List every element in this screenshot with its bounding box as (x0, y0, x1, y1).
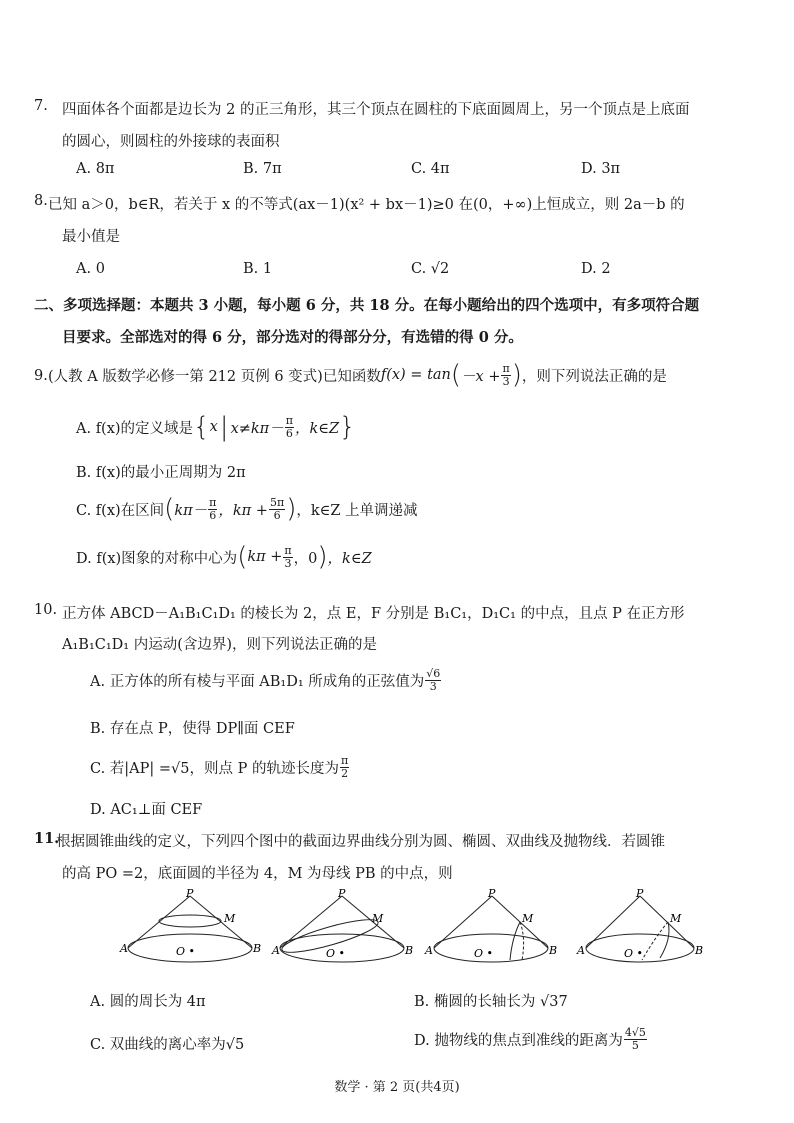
q9-option-c-label: C. f(x)在区间 (76, 502, 165, 519)
fig2-label-o: O • (326, 947, 346, 960)
q8-option-a: A. 0 (76, 261, 105, 277)
q11-option-a: A. 圆的周长为 4π (90, 994, 206, 1010)
fig3-label-p: P (488, 887, 496, 900)
q9-option-a (76, 414, 356, 440)
q9-c-paren-left: ( (164, 494, 175, 524)
fig1-label-p: P (186, 887, 194, 900)
fig2-label-b: B (405, 944, 414, 957)
fig4-label-m: M (670, 912, 682, 925)
q7-option-b: B. 7π (243, 161, 282, 177)
q9-d-paren-right: ) (317, 542, 328, 572)
q9-set-cond: x≠kπ－ (230, 420, 284, 437)
q9-option-b: B. f(x)的最小正周期为 2π (76, 465, 246, 481)
q8-option-b: B. 1 (243, 261, 273, 277)
q9-d-y: ，0 (293, 550, 318, 567)
q10-stem-line1: 正方体 ABCD－A₁B₁C₁D₁ 的棱长为 2，点 E，F 分别是 B₁C₁，D₁C₁ 的中点，且点 P 在正方形 (62, 606, 685, 622)
q9-set-tail: ，k∈Z (294, 420, 340, 437)
fig4-label-b: B (695, 944, 704, 957)
q9-option-c (76, 496, 418, 522)
q9-d-tail: ，k∈Z (327, 550, 372, 567)
q9-c-left-bound: kπ－ (174, 502, 208, 519)
q9-frac-pi3: $\frac{\pi}{3}$ (502, 361, 510, 388)
q7-option-a: A. 8π (76, 161, 115, 177)
q9-option-d-label: D. f(x)图象的对称中心为 (76, 550, 238, 567)
cone-figure-ellipse (272, 888, 412, 970)
q9-stem (48, 362, 667, 388)
q9-stem-tail: ，则下列说法正确的是 (521, 368, 667, 385)
fig1-label-o: O • (176, 945, 196, 958)
q9-c-right-bound: ，kπ + (218, 502, 268, 519)
q9-brace-left: { (193, 412, 210, 442)
cone-figure-hyperbola (424, 888, 564, 970)
q8-stem-line2: 最小值是 (62, 229, 120, 245)
section2-heading-line2: 目要求。全部选对的得 6 分，部分选对的得部分分，有选错的得 0 分。 (62, 329, 523, 346)
q10-frac-sqrt6-3: $\frac{√6}{3}$ (426, 667, 441, 693)
q10-frac-pi2: $\frac{\pi}{2}$ (341, 754, 349, 780)
q10-option-a-label: A. 正方体的所有棱与平面 AB₁D₁ 所成角的正弦值为 (90, 673, 425, 690)
fig2-label-a: A (272, 944, 280, 957)
q9-d-x: kπ + (247, 549, 283, 565)
q11-frac-4sqrt5-5: $\frac{4√5}{5}$ (624, 1026, 646, 1052)
fig2-label-m: M (372, 912, 384, 925)
q9-option-d (76, 544, 372, 570)
q10-option-a (90, 668, 442, 692)
fig3-label-o: O • (474, 947, 494, 960)
q11-option-d-label: D. 抛物线的焦点到准线的距离为 (414, 1032, 623, 1049)
q9-c-paren-right: ) (286, 494, 297, 524)
q11-number: 11. (34, 830, 60, 847)
q10-option-b: B. 存在点 P，使得 DP∥面 CEF (90, 721, 295, 737)
fig3-label-m: M (522, 912, 534, 925)
q9-frac-pi6: $\frac{\pi}{6}$ (285, 413, 293, 440)
q9-option-a-label: A. f(x)的定义域是 (76, 420, 194, 437)
q10-option-c (90, 755, 350, 779)
q9-c-frac-5pi6: $\frac{5\pi}{6}$ (269, 495, 285, 522)
q7-stem-line1: 四面体各个面都是边长为 2 的正三角形，其三个顶点在圆柱的下底面圆周上，另一个顶点是上底面 (62, 102, 690, 118)
q7-stem-line2: 的圆心，则圆柱的外接球的表面积 (62, 134, 280, 150)
q8-stem-line1: 已知 a＞0，b∈R，若关于 x 的不等式(ax－1)(x² + bx－1)≥0 在(0，+∞)上恒成立，则 2a－b 的 (48, 197, 685, 213)
q9-set-bar: | (219, 412, 229, 442)
q7-number: 7. (34, 98, 48, 114)
page-footer: 数学 · 第 2 页(共4页) (334, 1080, 460, 1095)
q9-paren-right: ) (511, 360, 522, 390)
q11-option-c: C. 双曲线的离心率为√5 (90, 1037, 245, 1053)
fig1-label-a: A (120, 942, 128, 955)
q9-function: f(x) = tan (380, 367, 451, 383)
q9-number: 9. (34, 368, 48, 384)
q8-option-c: C. √2 (411, 261, 450, 277)
q9-set-var: x (209, 419, 218, 435)
q10-stem-line2: A₁B₁C₁D₁ 内运动(含边界)，则下列说法正确的是 (62, 637, 378, 653)
q9-c-tail: ，k∈Z 上单调递减 (296, 502, 418, 519)
section2-heading-line1: 二、多项选择题：本题共 3 小题，每小题 6 分，共 18 分。在每小题给出的四个选项中，有多项符合题 (34, 297, 700, 314)
q9-d-paren-left: ( (237, 542, 248, 572)
fig1-label-b: B (253, 942, 262, 955)
q11-stem-line2: 的高 PO =2，底面圆的半径为 4，M 为母线 PB 的中点，则 (62, 866, 453, 882)
cone-figure-parabola (576, 888, 716, 970)
fig4-label-a: A (577, 944, 585, 957)
q11-option-d (414, 1027, 648, 1051)
fig2-label-p: P (338, 887, 346, 900)
q11-stem-line1: 根据圆锥曲线的定义，下列四个图中的截面边界曲线分别为圆、椭圆、双曲线及抛物线．若圆锥 (56, 834, 665, 850)
q7-option-c: C. 4π (411, 161, 450, 177)
q9-d-frac-pi3: $\frac{\pi}{3}$ (284, 543, 292, 570)
q7-option-d: D. 3π (581, 161, 621, 177)
q10-option-c-label: C. 若|AP| =√5，则点 P 的轨迹长度为 (90, 760, 339, 777)
q9-brace-right: } (339, 412, 356, 442)
cone-figure-circle (120, 888, 260, 970)
fig1-label-m: M (224, 912, 236, 925)
q10-option-d: D. AC₁⊥面 CEF (90, 802, 203, 818)
fig4-label-o: O • (624, 947, 644, 960)
q9-stem-source: (人教 A 版数学必修一第 212 页例 6 变式)已知函数 (48, 368, 381, 385)
q10-number: 10. (34, 602, 58, 618)
fig3-label-b: B (549, 944, 558, 957)
q8-option-d: D. 2 (581, 261, 611, 277)
fig4-label-p: P (636, 887, 644, 900)
q9-paren-left: ( (450, 360, 462, 390)
q8-number: 8. (34, 193, 48, 209)
fig3-label-a: A (425, 944, 433, 957)
q9-c-frac-pi6: $\frac{\pi}{6}$ (209, 495, 217, 522)
q9-arg: －x + (461, 368, 501, 385)
q11-option-b: B. 椭圆的长轴长为 √37 (414, 994, 568, 1010)
